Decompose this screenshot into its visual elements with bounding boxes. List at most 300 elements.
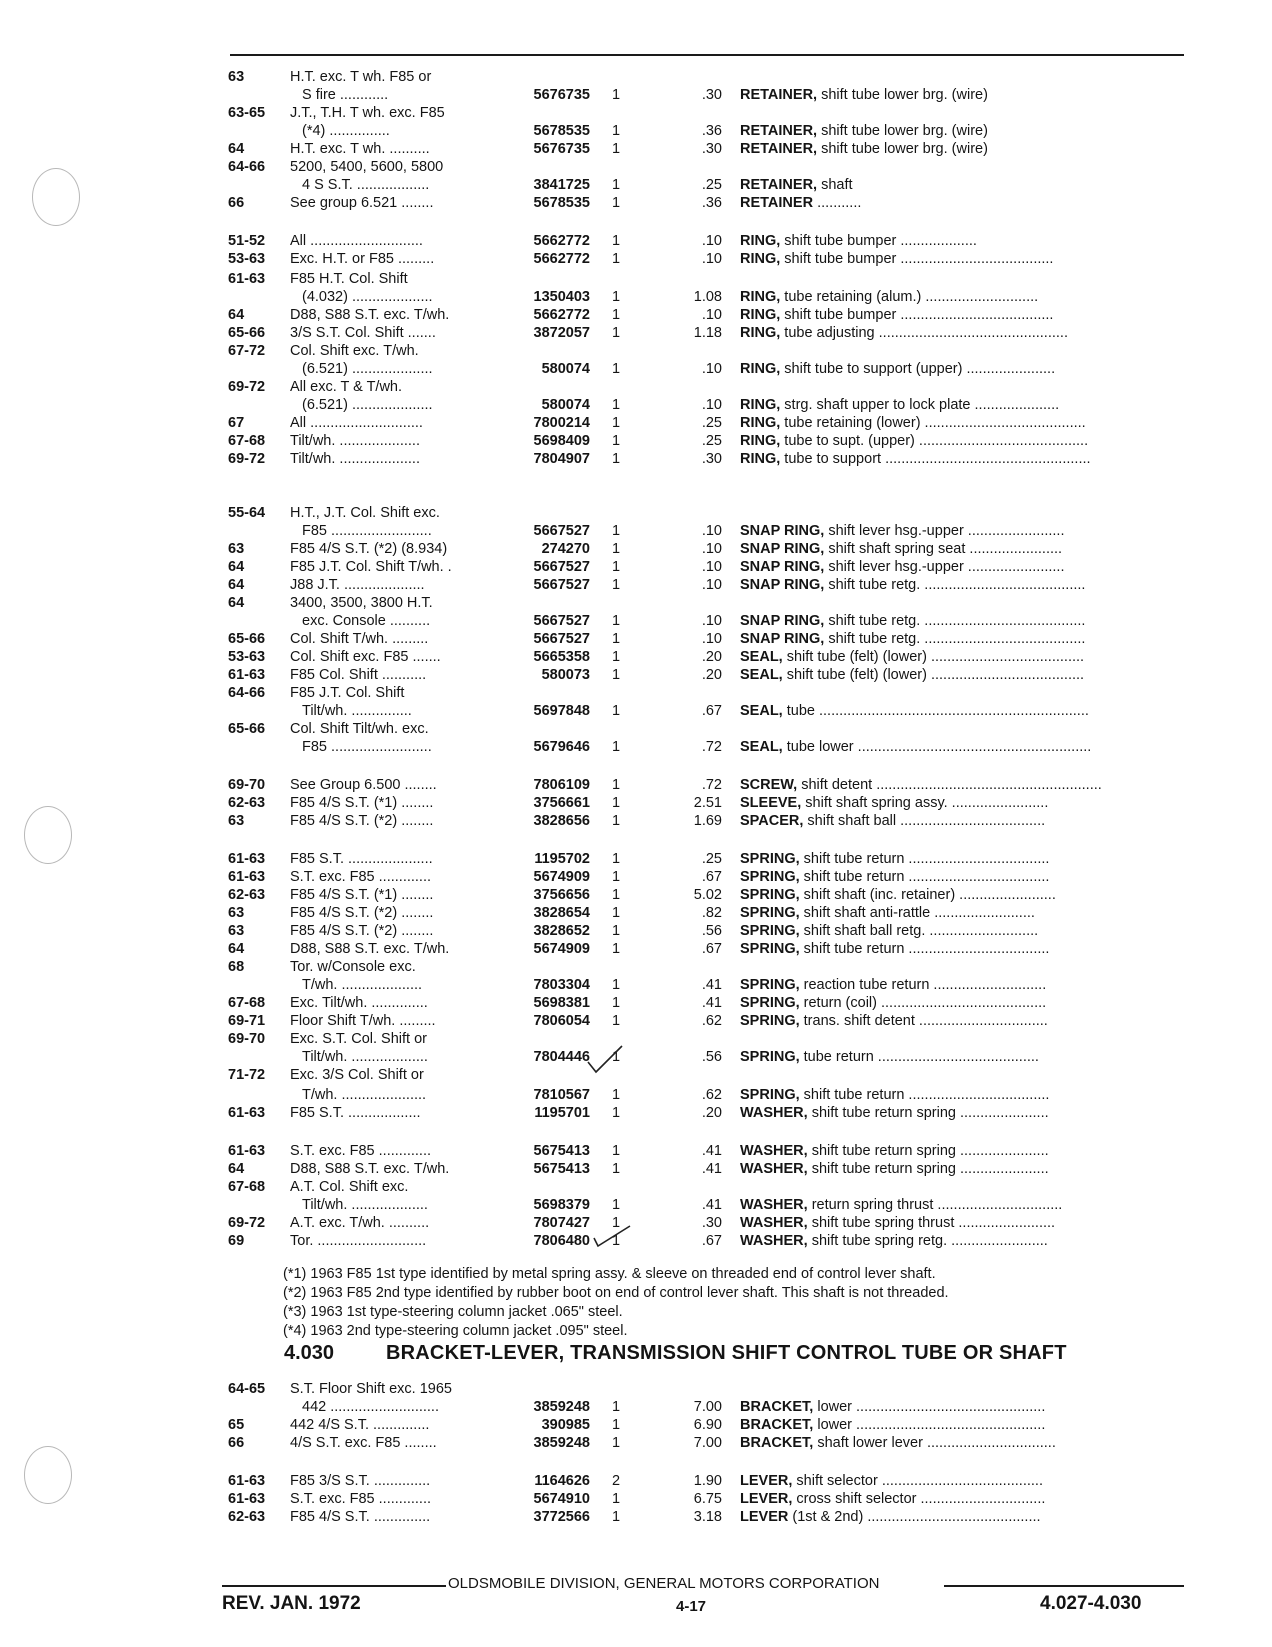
quantity: 1 bbox=[612, 307, 621, 323]
description bbox=[740, 648, 1176, 666]
quantity: 1 bbox=[612, 995, 621, 1011]
model-year: 66 bbox=[228, 195, 245, 211]
part-detail: shift tube return ................................... bbox=[799, 869, 1050, 885]
part-detail: shift tube (felt) (lower) ...................................... bbox=[782, 649, 1085, 665]
quantity: 1 bbox=[612, 795, 621, 811]
model-year: 64 bbox=[228, 307, 245, 323]
part-detail: shift tube return spring ...................... bbox=[807, 1161, 1049, 1177]
part-name: SPRING, bbox=[740, 905, 800, 921]
description bbox=[740, 1472, 1176, 1490]
part-number: 5675413 bbox=[533, 1161, 590, 1177]
quantity: 1 bbox=[612, 1491, 621, 1507]
part-detail: lower ............................................... bbox=[813, 1417, 1046, 1433]
part-detail: shift shaft ball .................................... bbox=[803, 813, 1046, 829]
description bbox=[740, 140, 1176, 158]
quantity: 1 bbox=[612, 613, 621, 629]
part-number: 7804907 bbox=[533, 451, 590, 467]
footnote-4: (*4) 1963 2nd type-steering column jacket .095" steel. bbox=[283, 1323, 628, 1339]
quantity: 1 bbox=[612, 415, 621, 431]
part-number: 7804446 bbox=[533, 1049, 590, 1065]
description bbox=[740, 1104, 1176, 1122]
part-name: WASHER, bbox=[740, 1233, 808, 1249]
part-name: SPRING, bbox=[740, 995, 800, 1011]
description bbox=[740, 576, 1176, 594]
description bbox=[740, 1160, 1176, 1178]
price: .62 bbox=[701, 1013, 722, 1029]
model-year: 67-68 bbox=[228, 1179, 266, 1195]
application: 3/S S.T. Col. Shift ....... bbox=[290, 325, 436, 341]
model-year: 64 bbox=[228, 941, 245, 957]
description bbox=[740, 776, 1176, 794]
part-name: LEVER bbox=[740, 1509, 789, 1525]
part-name: RING, bbox=[740, 397, 781, 413]
part-name: SPRING, bbox=[740, 887, 800, 903]
application: All ............................ bbox=[290, 415, 423, 431]
application: 4 S S.T. .................. bbox=[302, 177, 430, 193]
quantity: 1 bbox=[612, 289, 621, 305]
application: Tilt/wh. ................... bbox=[302, 1197, 428, 1213]
part-name: BRACKET, bbox=[740, 1435, 814, 1451]
model-year: 64 bbox=[228, 559, 245, 575]
part-name: RETAINER, bbox=[740, 177, 818, 193]
part-name: SPRING, bbox=[740, 941, 800, 957]
part-name: SNAP RING, bbox=[740, 523, 825, 539]
description bbox=[740, 940, 1176, 958]
price: .41 bbox=[701, 977, 722, 993]
part-detail: shift shaft anti-rattle ......................... bbox=[799, 905, 1035, 921]
description bbox=[740, 1048, 1176, 1066]
application: Exc. H.T. or F85 ......... bbox=[290, 251, 435, 267]
application: H.T. exc. T wh. .......... bbox=[290, 141, 430, 157]
price: .10 bbox=[701, 307, 722, 323]
model-year: 53-63 bbox=[228, 251, 266, 267]
description bbox=[740, 414, 1176, 432]
part-number: 5662772 bbox=[533, 233, 590, 249]
part-number: 5676735 bbox=[533, 87, 590, 103]
description bbox=[740, 232, 1176, 250]
application: (6.521) .................... bbox=[302, 361, 433, 377]
quantity: 1 bbox=[612, 251, 621, 267]
part-number: 5665358 bbox=[533, 649, 590, 665]
section-number: 4.030 bbox=[284, 1342, 335, 1364]
model-year: 64-66 bbox=[228, 159, 266, 175]
price: .67 bbox=[701, 1233, 722, 1249]
part-detail: shift lever hsg.-upper ........................ bbox=[824, 523, 1065, 539]
part-number: 5698409 bbox=[533, 433, 590, 449]
part-name: RING, bbox=[740, 433, 781, 449]
model-year: 55-64 bbox=[228, 505, 266, 521]
model-year: 53-63 bbox=[228, 649, 266, 665]
application: A.T. Col. Shift exc. bbox=[290, 1179, 409, 1195]
description bbox=[740, 1398, 1176, 1416]
part-name: SPRING, bbox=[740, 1013, 800, 1029]
punch-hole-bottom bbox=[24, 1446, 72, 1504]
part-detail: shaft bbox=[817, 177, 853, 193]
description bbox=[740, 1012, 1176, 1030]
part-name: RING, bbox=[740, 361, 781, 377]
price: .10 bbox=[701, 613, 722, 629]
application: S.T. Floor Shift exc. 1965 bbox=[290, 1381, 452, 1397]
price: .67 bbox=[701, 941, 722, 957]
price: .41 bbox=[701, 995, 722, 1011]
part-detail: shift shaft (inc. retainer) ........................ bbox=[799, 887, 1056, 903]
quantity: 1 bbox=[612, 1435, 621, 1451]
part-number: 580073 bbox=[541, 667, 590, 683]
part-name: RETAINER, bbox=[740, 87, 818, 103]
part-number: 3859248 bbox=[533, 1399, 590, 1415]
footer-corporation: OLDSMOBILE DIVISION, GENERAL MOTORS CORPORATION bbox=[448, 1575, 880, 1592]
quantity: 1 bbox=[612, 1143, 621, 1159]
model-year: 65-66 bbox=[228, 631, 266, 647]
part-detail: shift tube lower brg. (wire) bbox=[817, 123, 988, 139]
part-number: 5679646 bbox=[533, 739, 590, 755]
application: (6.521) .................... bbox=[302, 397, 433, 413]
part-detail: ........... bbox=[813, 195, 862, 211]
part-detail: tube retaining (lower) ........................................ bbox=[780, 415, 1086, 431]
part-detail: reaction tube return ............................ bbox=[799, 977, 1047, 993]
application: F85 Col. Shift ........... bbox=[290, 667, 427, 683]
model-year: 65-66 bbox=[228, 721, 266, 737]
part-detail: tube ................................................................... bbox=[782, 703, 1089, 719]
price: 5.02 bbox=[693, 887, 722, 903]
part-number: 5676735 bbox=[533, 141, 590, 157]
part-number: 3859248 bbox=[533, 1435, 590, 1451]
description bbox=[740, 194, 1176, 212]
description bbox=[740, 522, 1176, 540]
model-year: 63 bbox=[228, 69, 245, 85]
quantity: 1 bbox=[612, 703, 621, 719]
application: T/wh. .................... bbox=[302, 977, 423, 993]
application: (*4) ............... bbox=[302, 123, 390, 139]
part-number: 3828656 bbox=[533, 813, 590, 829]
description bbox=[740, 250, 1176, 268]
part-name: SNAP RING, bbox=[740, 577, 825, 593]
part-name: RING, bbox=[740, 415, 781, 431]
quantity: 1 bbox=[612, 1399, 621, 1415]
section-title: BRACKET-LEVER, TRANSMISSION SHIFT CONTROL TUBE OR SHAFT bbox=[386, 1342, 1067, 1364]
page-number: 4-17 bbox=[676, 1598, 707, 1615]
part-number: 274270 bbox=[541, 541, 590, 557]
part-detail: tube to support ................................................... bbox=[780, 451, 1091, 467]
application: J88 J.T. .................... bbox=[290, 577, 425, 593]
part-detail: tube lower .......................................................... bbox=[782, 739, 1092, 755]
quantity: 1 bbox=[612, 1105, 621, 1121]
application: H.T., J.T. Col. Shift exc. bbox=[290, 505, 440, 521]
model-year: 63-65 bbox=[228, 105, 266, 121]
model-year: 62-63 bbox=[228, 795, 266, 811]
punch-hole-top bbox=[32, 168, 80, 226]
price: .10 bbox=[701, 251, 722, 267]
part-name: SNAP RING, bbox=[740, 631, 825, 647]
description bbox=[740, 1142, 1176, 1160]
price: .36 bbox=[701, 195, 722, 211]
part-name: RING, bbox=[740, 451, 781, 467]
model-year: 65 bbox=[228, 1417, 245, 1433]
part-detail: shift tube return ................................... bbox=[799, 941, 1050, 957]
part-number: 7806109 bbox=[533, 777, 590, 793]
part-name: RING, bbox=[740, 289, 781, 305]
part-detail: shift tube lower brg. (wire) bbox=[817, 87, 988, 103]
price: .10 bbox=[701, 631, 722, 647]
application: F85 S.T. .................. bbox=[290, 1105, 421, 1121]
part-name: SEAL, bbox=[740, 739, 783, 755]
part-number: 7807427 bbox=[533, 1215, 590, 1231]
description bbox=[740, 288, 1176, 306]
description bbox=[740, 1508, 1176, 1526]
part-number: 5667527 bbox=[533, 631, 590, 647]
application: D88, S88 S.T. exc. T/wh. bbox=[290, 307, 450, 323]
model-year: 69-72 bbox=[228, 1215, 266, 1231]
description bbox=[740, 1086, 1176, 1104]
part-number: 5674910 bbox=[533, 1491, 590, 1507]
part-number: 3828652 bbox=[533, 923, 590, 939]
part-number: 3772566 bbox=[533, 1509, 590, 1525]
part-detail: shift tube lower brg. (wire) bbox=[817, 141, 988, 157]
part-detail: shift tube retg. ........................................ bbox=[824, 613, 1086, 629]
application: Tilt/wh. ................... bbox=[302, 1049, 428, 1065]
part-name: SNAP RING, bbox=[740, 541, 825, 557]
part-name: WASHER, bbox=[740, 1105, 808, 1121]
part-name: RING, bbox=[740, 325, 781, 341]
application: H.T. exc. T wh. F85 or bbox=[290, 69, 432, 85]
part-number: 5667527 bbox=[533, 559, 590, 575]
price: .20 bbox=[701, 667, 722, 683]
part-detail: shift tube return ................................... bbox=[799, 851, 1050, 867]
part-number: 5697848 bbox=[533, 703, 590, 719]
price: 1.69 bbox=[693, 813, 722, 829]
part-name: RETAINER, bbox=[740, 123, 818, 139]
part-detail: shift tube return ................................... bbox=[799, 1087, 1050, 1103]
quantity: 1 bbox=[612, 361, 621, 377]
part-name: SPRING, bbox=[740, 977, 800, 993]
application: F85 ......................... bbox=[302, 739, 432, 755]
price: .72 bbox=[701, 777, 722, 793]
part-name: WASHER, bbox=[740, 1215, 808, 1231]
part-detail: tube retaining (alum.) ............................ bbox=[780, 289, 1039, 305]
part-number: 7800214 bbox=[533, 415, 590, 431]
model-year: 65-66 bbox=[228, 325, 266, 341]
part-name: SEAL, bbox=[740, 667, 783, 683]
part-number: 7806480 bbox=[533, 1233, 590, 1249]
description bbox=[740, 432, 1176, 450]
part-detail: shift tube (felt) (lower) ...................................... bbox=[782, 667, 1085, 683]
quantity: 1 bbox=[612, 433, 621, 449]
application: Tor. ........................... bbox=[290, 1233, 427, 1249]
model-year: 62-63 bbox=[228, 887, 266, 903]
part-name: WASHER, bbox=[740, 1143, 808, 1159]
price: .30 bbox=[701, 451, 722, 467]
part-number: 7810567 bbox=[533, 1087, 590, 1103]
part-number: 5662772 bbox=[533, 307, 590, 323]
price: .30 bbox=[701, 87, 722, 103]
footnote-3: (*3) 1963 1st type-steering column jacket .065" steel. bbox=[283, 1304, 623, 1320]
part-name: SPRING, bbox=[740, 869, 800, 885]
price: .30 bbox=[701, 141, 722, 157]
quantity: 1 bbox=[612, 649, 621, 665]
quantity: 1 bbox=[612, 1087, 621, 1103]
part-name: SEAL, bbox=[740, 649, 783, 665]
part-number: 7803304 bbox=[533, 977, 590, 993]
price: .25 bbox=[701, 415, 722, 431]
quantity: 1 bbox=[612, 905, 621, 921]
description bbox=[740, 612, 1176, 630]
model-year: 63 bbox=[228, 923, 245, 939]
part-name: BRACKET, bbox=[740, 1417, 814, 1433]
application: Exc. Tilt/wh. .............. bbox=[290, 995, 428, 1011]
model-year: 69-70 bbox=[228, 777, 266, 793]
model-year: 64-65 bbox=[228, 1381, 266, 1397]
checkmark-icon bbox=[590, 1222, 634, 1248]
part-number: 3872057 bbox=[533, 325, 590, 341]
quantity: 1 bbox=[612, 1417, 621, 1433]
footnote-2: (*2) 1963 F85 2nd type identified by rubber boot on end of control lever shaft. This shaft is not threaded. bbox=[283, 1285, 949, 1301]
quantity: 1 bbox=[612, 1233, 621, 1249]
part-detail: tube to supt. (upper) .......................................... bbox=[780, 433, 1089, 449]
application: All exc. T & T/wh. bbox=[290, 379, 403, 395]
model-year: 67-68 bbox=[228, 995, 266, 1011]
part-name: RING, bbox=[740, 233, 781, 249]
footnote-1: (*1) 1963 F85 1st type identified by metal spring assy. & sleeve on threaded end of control lever shaft. bbox=[283, 1266, 936, 1282]
model-year: 61-63 bbox=[228, 667, 266, 683]
quantity: 1 bbox=[612, 577, 621, 593]
revision-date: REV. JAN. 1972 bbox=[222, 1593, 361, 1614]
model-year: 63 bbox=[228, 541, 245, 557]
description bbox=[740, 868, 1176, 886]
quantity: 1 bbox=[612, 87, 621, 103]
price: .41 bbox=[701, 1161, 722, 1177]
price: 7.00 bbox=[693, 1435, 722, 1451]
application: F85 J.T. Col. Shift T/wh. . bbox=[290, 559, 452, 575]
part-name: RETAINER, bbox=[740, 141, 818, 157]
application: Floor Shift T/wh. ......... bbox=[290, 1013, 436, 1029]
application: F85 S.T. ..................... bbox=[290, 851, 433, 867]
part-number: 7806054 bbox=[533, 1013, 590, 1029]
price: .25 bbox=[701, 177, 722, 193]
price: .20 bbox=[701, 649, 722, 665]
part-number: 1195702 bbox=[534, 851, 590, 867]
part-detail: shift tube bumper ...................................... bbox=[780, 307, 1054, 323]
price: .10 bbox=[701, 361, 722, 377]
description bbox=[740, 630, 1176, 648]
description bbox=[740, 666, 1176, 684]
description bbox=[740, 1490, 1176, 1508]
part-detail: shift shaft spring assy. ........................ bbox=[801, 795, 1049, 811]
model-year: 67-68 bbox=[228, 433, 266, 449]
part-number: 3756656 bbox=[533, 887, 590, 903]
checkmark-icon bbox=[586, 1044, 626, 1074]
price: .10 bbox=[701, 523, 722, 539]
application: F85 3/S S.T. .............. bbox=[290, 1473, 431, 1489]
model-year: 67-72 bbox=[228, 343, 266, 359]
part-number: 5662772 bbox=[533, 251, 590, 267]
model-year: 69-72 bbox=[228, 451, 266, 467]
footer-rule-left bbox=[222, 1585, 446, 1587]
description bbox=[740, 794, 1176, 812]
price: .56 bbox=[701, 1049, 722, 1065]
quantity: 1 bbox=[612, 1049, 621, 1065]
application: 442 ........................... bbox=[302, 1399, 439, 1415]
part-name: SPRING, bbox=[740, 851, 800, 867]
price: .72 bbox=[701, 739, 722, 755]
punch-hole-middle bbox=[24, 806, 72, 864]
description bbox=[740, 702, 1176, 720]
quantity: 1 bbox=[612, 451, 621, 467]
application: All ............................ bbox=[290, 233, 423, 249]
price: 6.90 bbox=[693, 1417, 722, 1433]
model-year: 67 bbox=[228, 415, 245, 431]
description bbox=[740, 176, 1176, 194]
model-year: 61-63 bbox=[228, 1105, 266, 1121]
part-number: 580074 bbox=[541, 397, 590, 413]
description bbox=[740, 850, 1176, 868]
part-number: 5667527 bbox=[533, 577, 590, 593]
model-year: 69 bbox=[228, 1233, 245, 1249]
quantity: 1 bbox=[612, 739, 621, 755]
price: 1.90 bbox=[693, 1473, 722, 1489]
part-name: SPRING, bbox=[740, 923, 800, 939]
part-number: 5667527 bbox=[533, 613, 590, 629]
description bbox=[740, 558, 1176, 576]
part-number: 5674909 bbox=[533, 941, 590, 957]
description bbox=[740, 396, 1176, 414]
application: S.T. exc. F85 ............. bbox=[290, 1143, 432, 1159]
part-detail: shaft lower lever ................................ bbox=[813, 1435, 1056, 1451]
price: 1.18 bbox=[693, 325, 722, 341]
part-number: 1350403 bbox=[533, 289, 590, 305]
description bbox=[740, 812, 1176, 830]
application: F85 4/S S.T. (*1) ........ bbox=[290, 887, 434, 903]
model-year: 64 bbox=[228, 595, 245, 611]
description bbox=[740, 1214, 1176, 1232]
part-number: 390985 bbox=[541, 1417, 590, 1433]
part-detail: shift tube return spring ...................... bbox=[807, 1143, 1049, 1159]
description bbox=[740, 122, 1176, 140]
part-name: SNAP RING, bbox=[740, 559, 825, 575]
description bbox=[740, 738, 1176, 756]
application: Exc. 3/S Col. Shift or bbox=[290, 1067, 424, 1083]
model-year: 61-63 bbox=[228, 869, 266, 885]
quantity: 1 bbox=[612, 123, 621, 139]
application: 3400, 3500, 3800 H.T. bbox=[290, 595, 433, 611]
model-year: 71-72 bbox=[228, 1067, 266, 1083]
part-number: 3756661 bbox=[533, 795, 590, 811]
price: .62 bbox=[701, 1087, 722, 1103]
part-number: 1164626 bbox=[534, 1473, 590, 1489]
part-name: SPRING, bbox=[740, 1087, 800, 1103]
application: See Group 6.500 ........ bbox=[290, 777, 437, 793]
part-name: LEVER, bbox=[740, 1491, 793, 1507]
application: S fire ............ bbox=[302, 87, 389, 103]
part-detail: shift tube spring thrust ........................ bbox=[807, 1215, 1056, 1231]
part-name: WASHER, bbox=[740, 1197, 808, 1213]
footer-rule-right bbox=[944, 1585, 1184, 1587]
quantity: 1 bbox=[612, 397, 621, 413]
part-detail: return (coil) ......................................... bbox=[799, 995, 1047, 1011]
model-year: 61-63 bbox=[228, 1143, 266, 1159]
quantity: 1 bbox=[612, 631, 621, 647]
application: Tilt/wh. .................... bbox=[290, 433, 420, 449]
price: .25 bbox=[701, 433, 722, 449]
model-year: 69-72 bbox=[228, 379, 266, 395]
model-year: 61-63 bbox=[228, 1491, 266, 1507]
part-number: 5698381 bbox=[533, 995, 590, 1011]
part-detail: shift shaft ball retg. ........................... bbox=[799, 923, 1039, 939]
application: (4.032) .................... bbox=[302, 289, 433, 305]
price: .67 bbox=[701, 869, 722, 885]
quantity: 1 bbox=[612, 941, 621, 957]
price: .10 bbox=[701, 233, 722, 249]
application: F85 4/S S.T. (*2) (8.934) bbox=[290, 541, 448, 557]
